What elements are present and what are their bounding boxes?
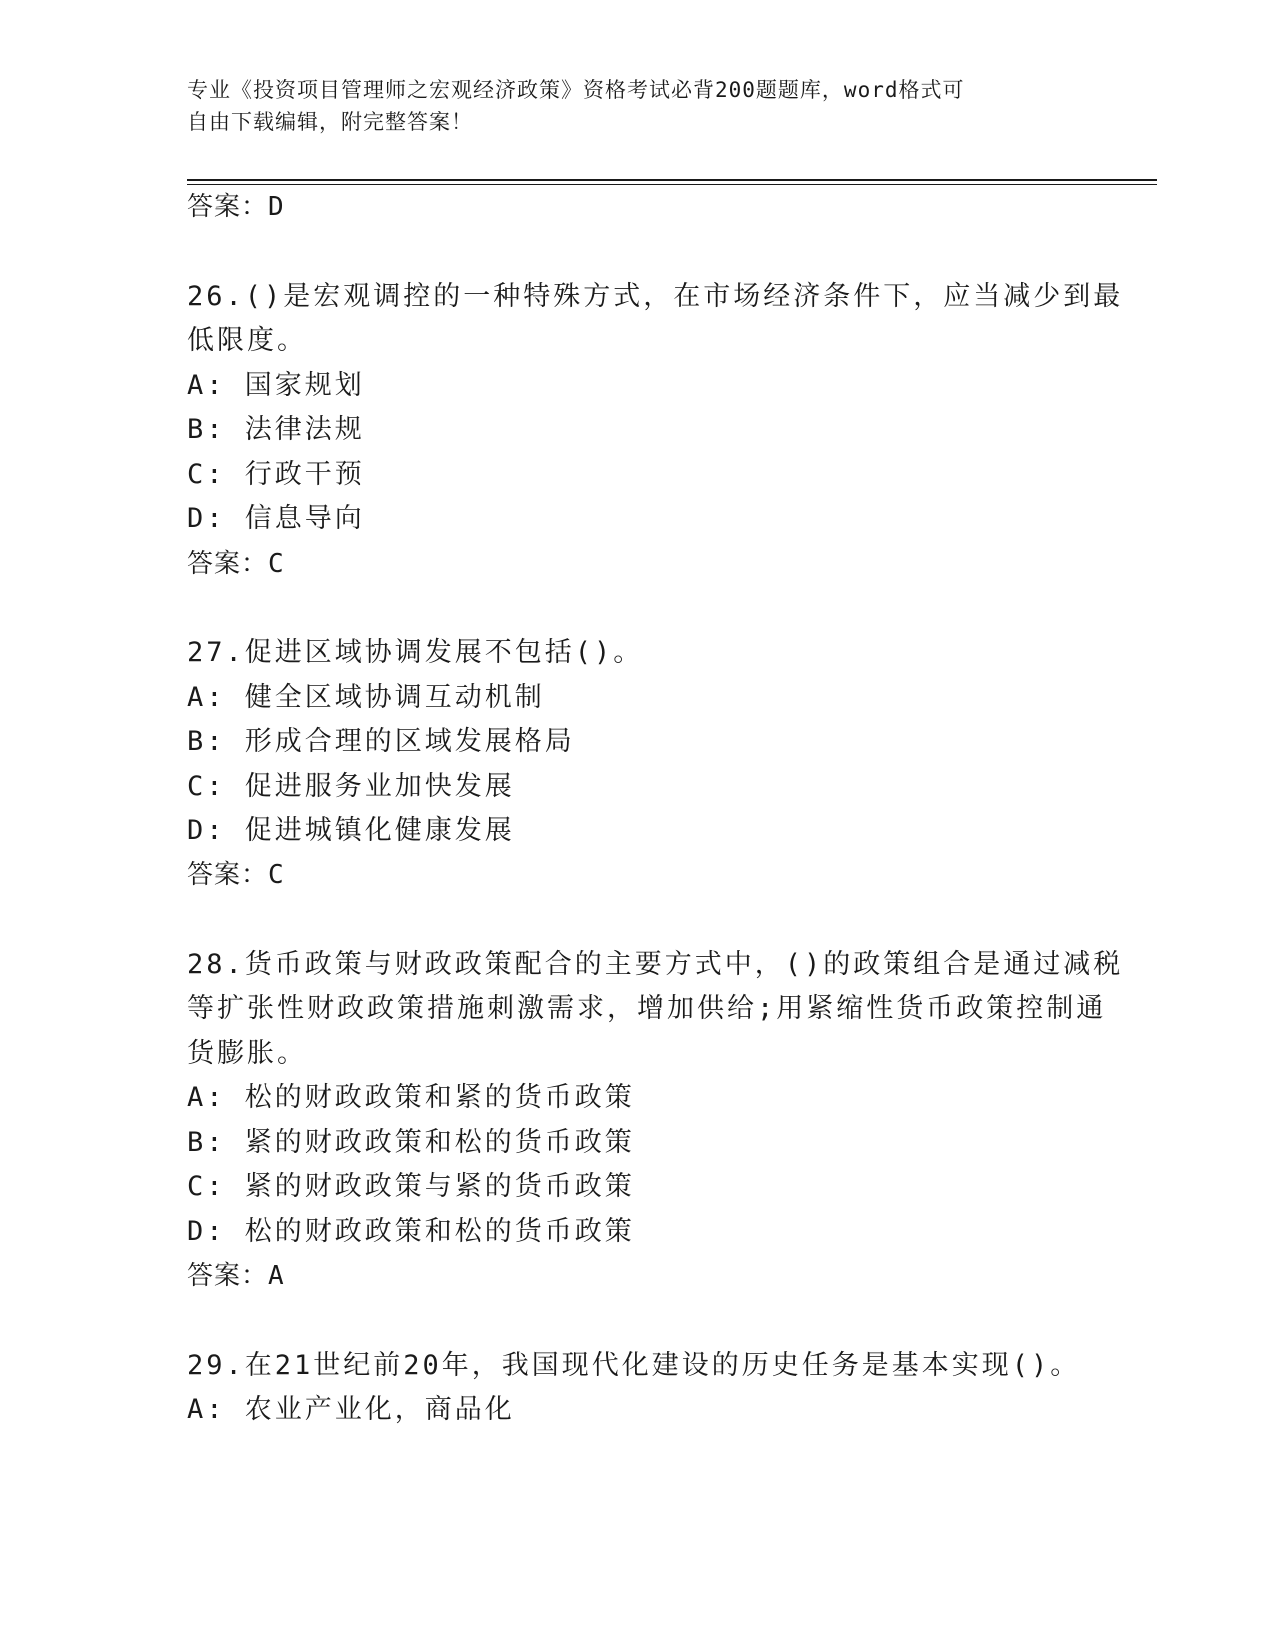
question-26-answer [187, 547, 285, 581]
answer-label: 答案： [187, 1261, 269, 1291]
question-27-option-c: C: 促进服务业加快发展 [187, 771, 515, 802]
document-header [187, 74, 1077, 138]
question-26-option-a: A: 国家规划 [187, 370, 365, 401]
question-27-stem-line-1: 27.促进区域协调发展不包括()。 [187, 637, 644, 668]
question-28-option-b: B: 紧的财政政策和松的货币政策 [187, 1127, 635, 1158]
question-26-option-c: C: 行政干预 [187, 459, 365, 490]
question-26-option-d: D: 信息导向 [187, 503, 365, 534]
question-28-stem-line-2: 等扩张性财政政策措施刺激需求，增加供给;用紧缩性货币政策控制通 [187, 993, 1107, 1024]
question-26-option-b: B: 法律法规 [187, 414, 365, 445]
question-26-stem-line-2: 低限度。 [187, 325, 307, 356]
question-29-stem-line-1: 29.在21世纪前20年，我国现代化建设的历史任务是基本实现()。 [187, 1350, 1081, 1381]
answer-value: D [268, 192, 285, 222]
question-28-answer [187, 1259, 285, 1293]
question-27-option-b: B: 形成合理的区域发展格局 [187, 726, 575, 757]
question-28-option-a: A: 松的财政政策和紧的货币政策 [187, 1082, 635, 1113]
header-line-2: 自由下载编辑，附完整答案！ [187, 110, 473, 134]
answer-value: C [268, 860, 285, 890]
answer-label: 答案： [187, 860, 269, 890]
question-29-option-a: A: 农业产业化，商品化 [187, 1394, 515, 1425]
question-27-option-a: A: 健全区域协调互动机制 [187, 682, 545, 713]
question-26-stem-line-1: 26.()是宏观调控的一种特殊方式，在市场经济条件下，应当减少到最 [187, 281, 1124, 312]
answer-value: A [268, 1261, 285, 1291]
question-28-option-d: D: 松的财政政策和松的货币政策 [187, 1216, 635, 1247]
question-28-stem-line-1: 28.货币政策与财政政策配合的主要方式中，()的政策组合是通过减税 [187, 949, 1124, 980]
header-divider-thin [187, 184, 1157, 185]
question-28-stem-line-3: 货膨胀。 [187, 1038, 307, 1069]
answer-value: C [268, 549, 285, 579]
answer-label: 答案： [187, 192, 269, 222]
header-line-1: 专业《投资项目管理师之宏观经济政策》资格考试必背200题题库，word格式可 [187, 78, 965, 102]
header-divider-thick [187, 179, 1157, 181]
question-27-answer [187, 858, 285, 892]
answer-line [187, 190, 285, 224]
question-27-option-d: D: 促进城镇化健康发展 [187, 815, 515, 846]
question-28-option-c: C: 紧的财政政策与紧的货币政策 [187, 1171, 635, 1202]
answer-label: 答案： [187, 549, 269, 579]
